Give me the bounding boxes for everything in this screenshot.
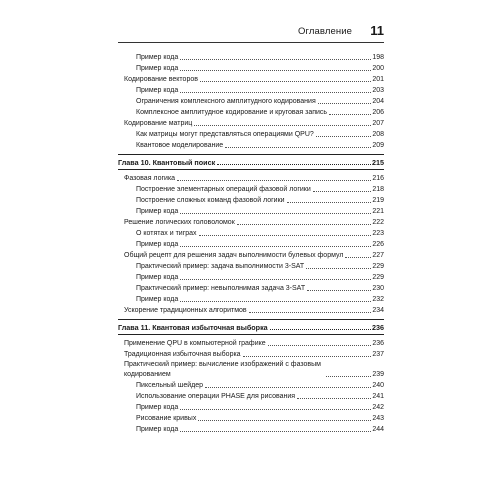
toc-entry-title: Практический пример: невыполнимая задача 3-SAT bbox=[136, 285, 306, 292]
toc-section-entry bbox=[118, 305, 384, 316]
toc-subsection-entry bbox=[118, 63, 384, 74]
dot-leader bbox=[318, 103, 372, 104]
toc-entry-title: Пример кода bbox=[136, 65, 179, 72]
dot-leader bbox=[270, 329, 371, 330]
toc-entry-page: 244 bbox=[372, 426, 384, 433]
dot-leader bbox=[180, 59, 371, 60]
toc-entry-page: 242 bbox=[372, 404, 384, 411]
toc-entry-title: Применение QPU в компьютерной графике bbox=[124, 340, 266, 347]
toc-entry-page: 218 bbox=[372, 186, 384, 193]
toc-entry-title: Пример кода bbox=[136, 426, 179, 433]
dot-leader bbox=[180, 92, 371, 93]
dot-leader bbox=[326, 376, 371, 377]
toc-entry-page: 234 bbox=[372, 307, 384, 314]
toc-chapter-heading bbox=[118, 319, 384, 335]
toc-entry-page: 226 bbox=[372, 241, 384, 248]
toc-subsection-entry bbox=[118, 184, 384, 195]
dot-leader bbox=[180, 246, 371, 247]
toc-entry-page: 203 bbox=[372, 87, 384, 94]
toc-entry-title: О котятах и тиграх bbox=[136, 230, 197, 237]
toc-subsection-entry bbox=[118, 206, 384, 217]
toc-subsection-entry bbox=[118, 140, 384, 151]
toc-entry-title: Ускорение традиционных алгоритмов bbox=[124, 307, 247, 314]
toc-subsection-entry bbox=[118, 380, 384, 391]
toc-section-entry bbox=[118, 173, 384, 184]
toc-entry-title: Пример кода bbox=[136, 241, 179, 248]
toc-entry-page: 237 bbox=[372, 351, 384, 358]
toc-entry-page: 209 bbox=[372, 142, 384, 149]
dot-leader bbox=[198, 420, 371, 421]
toc-section-entry bbox=[118, 74, 384, 85]
dot-leader bbox=[225, 147, 371, 148]
toc-subsection-entry bbox=[118, 96, 384, 107]
dot-leader bbox=[306, 268, 371, 269]
toc-section-entry bbox=[118, 118, 384, 129]
running-header bbox=[118, 24, 384, 43]
toc-entry-title: Практический пример: задача выполнимости 3-SAT bbox=[136, 263, 305, 270]
dot-leader bbox=[287, 202, 372, 203]
dot-leader bbox=[180, 70, 371, 71]
toc-subsection-entry bbox=[118, 294, 384, 305]
toc-entry-page: 216 bbox=[372, 175, 384, 182]
dot-leader bbox=[180, 409, 371, 410]
toc-entry-title: Общий рецепт для решения задач выполнимости булевых формул bbox=[124, 252, 344, 259]
toc-section-entry bbox=[118, 349, 384, 360]
toc-entry-page: 198 bbox=[372, 54, 384, 61]
dot-leader bbox=[180, 213, 371, 214]
dot-leader bbox=[268, 345, 372, 346]
toc-entry-title: Пример кода bbox=[136, 404, 179, 411]
dot-leader bbox=[329, 114, 371, 115]
toc-section-entry bbox=[118, 217, 384, 228]
toc-entry-title: Глава 10. Квантовый поиск bbox=[118, 158, 216, 167]
toc-entry-title: Практический пример: вычисление изображений с фазовым кодированием bbox=[124, 361, 321, 378]
toc-entry-page: 229 bbox=[372, 274, 384, 281]
dot-leader bbox=[243, 356, 372, 357]
toc-entry-title: Традиционная избыточная выборка bbox=[124, 351, 241, 358]
toc-subsection-entry bbox=[118, 228, 384, 239]
toc-subsection-entry bbox=[118, 195, 384, 206]
toc-entry-title: Глава 11. Квантовая избыточная выборка bbox=[118, 323, 268, 332]
dot-leader bbox=[180, 301, 371, 302]
toc-entry-title: Использование операции PHASE для рисования bbox=[136, 393, 296, 400]
toc-subsection-entry bbox=[118, 283, 384, 294]
toc-entry-title: Рисование кривых bbox=[136, 415, 197, 422]
page-number: 11 bbox=[370, 23, 384, 38]
toc-entry-title: Пример кода bbox=[136, 208, 179, 215]
toc-subsection-entry bbox=[118, 402, 384, 413]
toc-entry-title: Квантовое моделирование bbox=[136, 142, 224, 149]
toc-entry-title: Как матрицы могут представляться операциями QPU? bbox=[136, 131, 314, 138]
toc-subsection-entry bbox=[118, 272, 384, 283]
toc-entry-title: Построение сложных команд фазовой логики bbox=[136, 197, 285, 204]
toc-entry-title: Пример кода bbox=[136, 87, 179, 94]
dot-leader bbox=[180, 279, 371, 280]
toc-entry-page: 243 bbox=[372, 415, 384, 422]
toc-entry-page: 222 bbox=[372, 219, 384, 226]
toc-section-entry bbox=[118, 250, 384, 261]
toc-entry-page: 240 bbox=[372, 382, 384, 389]
dot-leader bbox=[345, 257, 371, 258]
running-header-title: Оглавление bbox=[298, 26, 352, 37]
dot-leader bbox=[307, 290, 371, 291]
toc-chapter-heading bbox=[118, 154, 384, 170]
toc-entry-title: Фазовая логика bbox=[124, 175, 176, 182]
toc-entry-page: 236 bbox=[372, 323, 384, 332]
toc-entry-title: Пример кода bbox=[136, 54, 179, 61]
toc-entry-page: 227 bbox=[372, 252, 384, 259]
toc-subsection-entry bbox=[118, 129, 384, 140]
toc-entry-page: 219 bbox=[372, 197, 384, 204]
dot-leader bbox=[313, 191, 372, 192]
toc-subsection-entry bbox=[118, 424, 384, 435]
toc-subsection-entry bbox=[118, 413, 384, 424]
toc-entry-title: Решение логических головоломок bbox=[124, 219, 235, 226]
toc-entry-title: Построение элементарных операций фазовой логики bbox=[136, 186, 311, 193]
toc-entry-title: Пиксельный шейдер bbox=[136, 382, 204, 389]
toc-entry-title: Ограничения комплексного амплитудного кодирования bbox=[136, 98, 316, 105]
toc-entry-page: 208 bbox=[372, 131, 384, 138]
toc-entry-page: 204 bbox=[372, 98, 384, 105]
dot-leader bbox=[199, 235, 372, 236]
toc-entry-title: Пример кода bbox=[136, 274, 179, 281]
dot-leader bbox=[205, 387, 371, 388]
toc-entry-page: 232 bbox=[372, 296, 384, 303]
dot-leader bbox=[237, 224, 372, 225]
toc-entry-page: 207 bbox=[372, 120, 384, 127]
toc-entry-page: 236 bbox=[372, 340, 384, 347]
toc-subsection-entry bbox=[118, 261, 384, 272]
toc-entry-page: 230 bbox=[372, 285, 384, 292]
toc-entry-page: 201 bbox=[372, 76, 384, 83]
toc-subsection-entry bbox=[118, 107, 384, 118]
toc-entry-title: Кодирование матриц bbox=[124, 120, 193, 127]
dot-leader bbox=[180, 431, 371, 432]
toc-section-entry bbox=[118, 338, 384, 349]
toc-subsection-entry bbox=[118, 391, 384, 402]
dot-leader bbox=[249, 312, 372, 313]
toc-entry-page: 221 bbox=[372, 208, 384, 215]
table-of-contents bbox=[118, 52, 384, 435]
dot-leader bbox=[316, 136, 372, 137]
dot-leader bbox=[177, 180, 371, 181]
toc-entry-page: 200 bbox=[372, 65, 384, 72]
dot-leader bbox=[297, 398, 371, 399]
toc-entry-title: Пример кода bbox=[136, 296, 179, 303]
toc-entry-page: 206 bbox=[372, 109, 384, 116]
toc-entry-page: 215 bbox=[372, 158, 384, 167]
dot-leader bbox=[217, 164, 371, 165]
toc-subsection-entry bbox=[118, 52, 384, 63]
toc-entry-page: 229 bbox=[372, 263, 384, 270]
dot-leader bbox=[200, 81, 371, 82]
toc-entry-page: 239 bbox=[372, 371, 384, 378]
toc-entry-page: 223 bbox=[372, 230, 384, 237]
toc-subsection-entry bbox=[118, 85, 384, 96]
toc-subsection-entry bbox=[118, 239, 384, 250]
toc-entry-title: Кодирование векторов bbox=[124, 76, 198, 83]
toc-entry-title: Комплексное амплитудное кодирование и круговая запись bbox=[136, 109, 328, 116]
toc-section-entry bbox=[118, 360, 384, 380]
dot-leader bbox=[194, 125, 371, 126]
toc-entry-page: 241 bbox=[372, 393, 384, 400]
